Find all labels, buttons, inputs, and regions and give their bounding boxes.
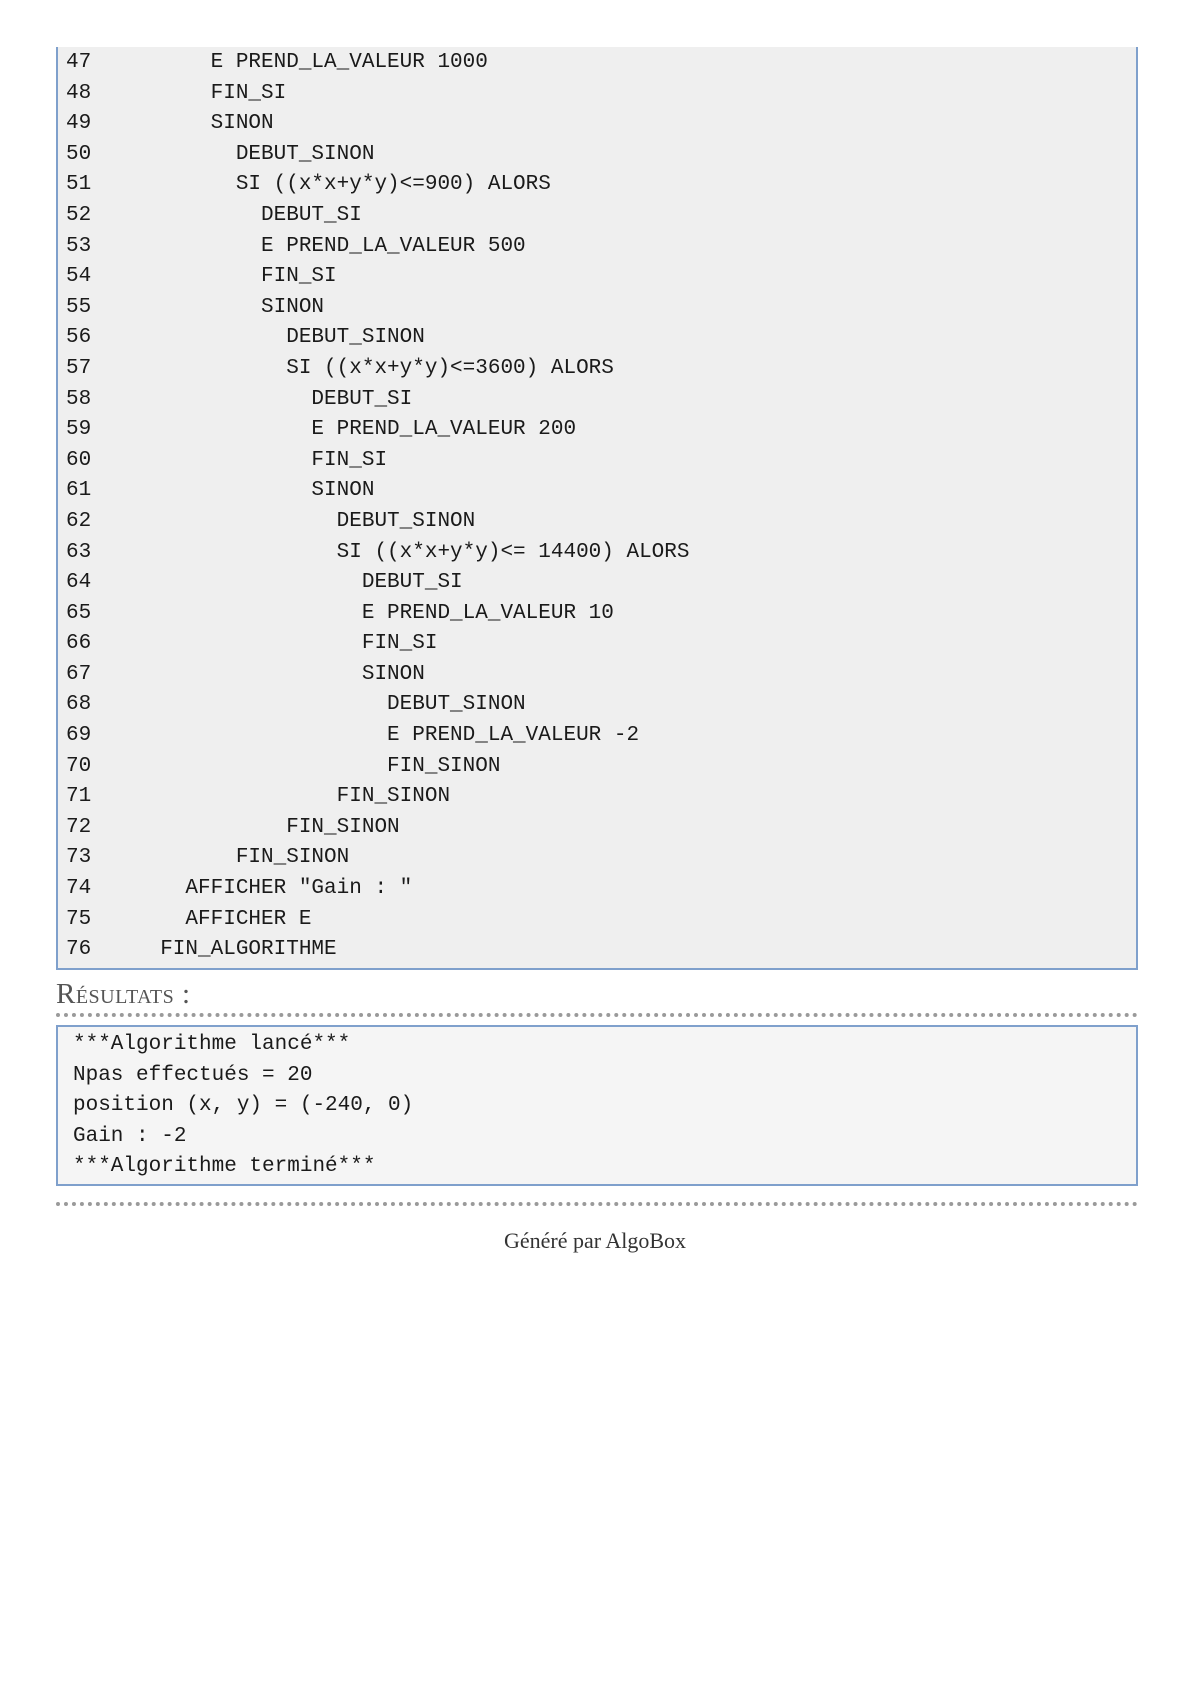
line-number: 62	[66, 509, 92, 533]
result-line: Npas effectués = 20	[73, 1063, 313, 1087]
line-number: 74	[66, 877, 92, 901]
code-text: DEBUT_SINON	[135, 326, 425, 350]
line-number: 71	[66, 785, 92, 809]
line-number: 72	[66, 815, 92, 839]
code-line	[58, 201, 1136, 232]
line-number: 54	[66, 265, 92, 289]
code-text: E PREND_LA_VALEUR 10	[135, 601, 614, 625]
line-number: 68	[66, 693, 92, 717]
line-number: 50	[66, 142, 92, 166]
footer-divider	[56, 1202, 1138, 1206]
results-output	[56, 1025, 1138, 1186]
results-divider	[56, 1013, 1138, 1017]
line-number: 59	[66, 418, 92, 442]
code-line	[58, 599, 1136, 630]
code-line	[58, 538, 1136, 569]
code-text: SI ((x*x+y*y)<=900) ALORS	[135, 173, 551, 197]
code-text: SI ((x*x+y*y)<= 14400) ALORS	[135, 540, 690, 564]
line-number: 65	[66, 601, 92, 625]
footer-credit: Généré par AlgoBox	[503, 1228, 687, 1253]
code-line	[58, 262, 1136, 293]
line-number: 48	[66, 81, 92, 105]
code-line	[58, 79, 1136, 110]
code-text: SINON	[135, 295, 325, 319]
code-text: FIN_SINON	[135, 754, 501, 778]
line-number: 69	[66, 724, 92, 748]
line-number: 47	[66, 51, 92, 74]
code-line	[58, 568, 1136, 599]
code-line	[58, 782, 1136, 813]
code-text: FIN_SI	[135, 448, 388, 472]
code-text: SINON	[135, 112, 274, 136]
code-line	[58, 690, 1136, 721]
code-text: DEBUT_SINON	[135, 509, 476, 533]
line-number: 63	[66, 540, 92, 564]
code-text: AFFICHER "Gain : "	[135, 877, 413, 901]
code-text: DEBUT_SI	[135, 571, 463, 595]
code-line	[58, 323, 1136, 354]
code-line	[58, 476, 1136, 507]
code-line	[58, 721, 1136, 752]
code-line	[58, 905, 1136, 936]
line-number: 51	[66, 173, 92, 197]
code-text: SI ((x*x+y*y)<=3600) ALORS	[135, 356, 614, 380]
code-text: FIN_ALGORITHME	[135, 938, 337, 962]
code-text: FIN_SINON	[135, 846, 350, 870]
line-number: 53	[66, 234, 92, 258]
code-text: E PREND_LA_VALEUR 200	[135, 418, 577, 442]
result-line: ***Algorithme terminé***	[73, 1155, 376, 1179]
line-number: 70	[66, 754, 92, 778]
result-line: Gain : -2	[73, 1124, 187, 1148]
line-number: 49	[66, 112, 92, 136]
code-line	[58, 507, 1136, 538]
code-text: FIN_SI	[135, 632, 438, 656]
line-number: 57	[66, 356, 92, 380]
line-number: 75	[66, 907, 92, 931]
code-line	[58, 813, 1136, 844]
line-number: 55	[66, 295, 92, 319]
code-text: E PREND_LA_VALEUR -2	[135, 724, 640, 748]
code-line	[58, 935, 1136, 966]
code-text: DEBUT_SINON	[135, 142, 375, 166]
line-number: 64	[66, 571, 92, 595]
code-text: DEBUT_SI	[135, 203, 362, 227]
code-listing	[56, 47, 1138, 970]
code-text: FIN_SINON	[135, 785, 451, 809]
result-line: position (x, y) = (-240, 0)	[73, 1094, 414, 1118]
line-number: 60	[66, 448, 92, 472]
code-line	[58, 293, 1136, 324]
code-text: FIN_SINON	[135, 815, 400, 839]
code-line	[58, 629, 1136, 660]
code-line	[58, 140, 1136, 171]
code-text: SINON	[135, 479, 375, 503]
line-number: 67	[66, 662, 92, 686]
code-line	[58, 354, 1136, 385]
code-text: FIN_SI	[135, 81, 287, 105]
code-text: FIN_SI	[135, 265, 337, 289]
code-text: E PREND_LA_VALEUR 500	[135, 234, 526, 258]
result-line: ***Algorithme lancé***	[73, 1033, 351, 1056]
code-line	[58, 752, 1136, 783]
line-number: 52	[66, 203, 92, 227]
code-line	[58, 874, 1136, 905]
line-number: 61	[66, 479, 92, 503]
line-number: 76	[66, 938, 92, 962]
code-text: AFFICHER E	[135, 907, 312, 931]
results-heading: Résultats :	[56, 978, 191, 1010]
code-line	[58, 843, 1136, 874]
code-text: DEBUT_SI	[135, 387, 413, 411]
line-number: 58	[66, 387, 92, 411]
code-line	[58, 170, 1136, 201]
line-number: 66	[66, 632, 92, 656]
code-line	[58, 109, 1136, 140]
code-line	[58, 660, 1136, 691]
code-line	[58, 446, 1136, 477]
code-text: E PREND_LA_VALEUR 1000	[135, 51, 488, 74]
code-text: DEBUT_SINON	[135, 693, 526, 717]
code-text: SINON	[135, 662, 425, 686]
code-line	[58, 415, 1136, 446]
code-line	[58, 48, 1136, 79]
line-number: 56	[66, 326, 92, 350]
code-line	[58, 232, 1136, 263]
line-number: 73	[66, 846, 92, 870]
code-line	[58, 385, 1136, 416]
